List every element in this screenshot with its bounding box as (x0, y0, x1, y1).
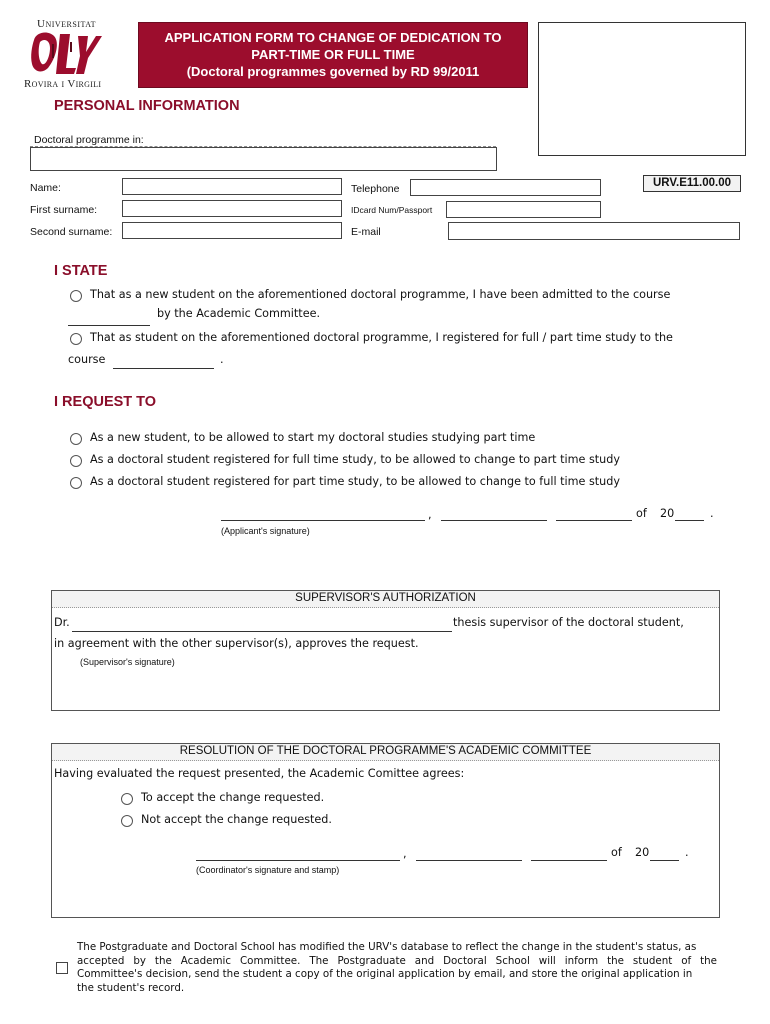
supervisor-thesis-text: thesis supervisor of the doctoral student, (453, 616, 684, 629)
form-title-line-1: APPLICATION FORM TO CHANGE OF DEDICATION TO (164, 30, 502, 45)
urv-logo-icon (26, 28, 104, 78)
second-surname-input[interactable] (122, 222, 342, 239)
coordinator-month-blank[interactable] (531, 860, 607, 861)
applicant-place-blank[interactable] (221, 520, 425, 521)
state-option-registered-text: That as student on the aforementioned doctoral programme, I registered for full / part time study to the (90, 331, 673, 344)
supervisor-authorization-heading: SUPERVISOR'S AUTHORIZATION (52, 591, 719, 608)
supervisor-name-blank[interactable] (72, 631, 452, 632)
coordinator-signature-caption: (Coordinator's signature and stamp) (196, 865, 340, 875)
telephone-label: Telephone (351, 183, 400, 195)
name-label: Name: (30, 182, 61, 194)
logo-university-name-top: Universitat (37, 18, 97, 30)
second-surname-label: Second surname: (30, 226, 113, 238)
request-option-3-text: As a doctoral student registered for part time study, to be allowed to change to full time study (90, 475, 620, 488)
applicant-month-blank[interactable] (556, 520, 632, 521)
telephone-input[interactable] (410, 179, 601, 196)
supervisor-agreement-text: in agreement with the other supervisor(s), approves the request. (54, 637, 419, 650)
idcard-input[interactable] (446, 201, 601, 218)
note-line-3: Committee's decision, send the student a copy of the original application by email, and store the original application in (77, 968, 693, 980)
request-option-1-radio[interactable] (70, 433, 82, 445)
coordinator-year-blank[interactable] (650, 860, 679, 861)
first-surname-input[interactable] (122, 200, 342, 217)
supervisor-signature-caption: (Supervisor's signature) (80, 657, 175, 667)
note-line-4: the student's record. (77, 981, 185, 994)
state-option-admitted-text: That as a new student on the aforementioned doctoral programme, I have been admitted to the course (90, 288, 671, 301)
applicant-date-comma: , (428, 508, 432, 521)
supervisor-authorization-panel (51, 590, 720, 711)
request-option-2-radio[interactable] (70, 455, 82, 467)
applicant-day-blank[interactable] (441, 520, 547, 521)
form-title-box (138, 22, 528, 88)
request-option-2-text: As a doctoral student registered for full time study, to be allowed to change to part time study (90, 453, 620, 466)
request-option-3-radio[interactable] (70, 477, 82, 489)
state-course-blank-1[interactable] (68, 325, 150, 326)
coordinator-day-blank[interactable] (416, 860, 522, 861)
applicant-signature-caption: (Applicant's signature) (221, 526, 310, 536)
logo-university-name-bottom: Rovira i Virgili (24, 78, 102, 90)
note-line-2: accepted by the Academic Committee. The Postgraduate and Doctoral School will inform the student of the (77, 954, 717, 967)
state-course-blank-2[interactable] (113, 368, 214, 369)
database-updated-checkbox[interactable] (56, 962, 68, 974)
state-option-admitted-radio[interactable] (70, 290, 82, 302)
i-state-heading: I STATE (54, 263, 108, 279)
email-input[interactable] (448, 222, 740, 240)
form-title-line-3: (Doctoral programmes governed by RD 99/2011 (186, 64, 480, 79)
resolution-accept-text: To accept the change requested. (141, 791, 325, 804)
doctoral-programme-input[interactable] (30, 147, 497, 171)
coordinator-place-blank[interactable] (196, 860, 400, 861)
name-input[interactable] (122, 178, 342, 195)
applicant-of-label: of (636, 507, 647, 520)
resolution-accept-radio[interactable] (121, 793, 133, 805)
state-option-registered-radio[interactable] (70, 333, 82, 345)
applicant-date-period: . (710, 507, 714, 520)
resolution-intro-text: Having evaluated the request presented, the Academic Comittee agrees: (54, 767, 465, 780)
resolution-heading: RESOLUTION OF THE DOCTORAL PROGRAMME'S ACADEMIC COMMITTEE (52, 744, 719, 761)
resolution-reject-radio[interactable] (121, 815, 133, 827)
postgraduate-school-note (77, 941, 717, 995)
email-label: E-mail (351, 226, 381, 238)
applicant-year-prefix: 20 (660, 507, 675, 520)
resolution-reject-text: Not accept the change requested. (141, 813, 332, 826)
coordinator-of-label: of (611, 846, 622, 859)
request-option-1-text: As a new student, to be allowed to start my doctoral studies studying part time (90, 431, 536, 444)
form-title-line-2: PART-TIME OR FULL TIME (251, 47, 415, 62)
applicant-year-blank[interactable] (675, 520, 704, 521)
idcard-label: IDcard Num/Passport (351, 205, 433, 215)
personal-information-heading: PERSONAL INFORMATION (54, 98, 240, 114)
registry-stamp-box (538, 22, 746, 156)
first-surname-label: First surname: (30, 204, 98, 216)
coordinator-year-prefix: 20 (635, 846, 650, 859)
state-option-admitted-text-2: by the Academic Committee. (157, 307, 321, 320)
state-period: . (220, 353, 224, 366)
state-option-registered-text-2: course (68, 353, 106, 366)
form-code: URV.E11.00.00 (643, 175, 741, 192)
coordinator-date-period: . (685, 846, 689, 859)
note-line-1: The Postgraduate and Doctoral School has modified the URV's database to reflect the change in the student's status, as (77, 941, 697, 953)
coordinator-date-comma: , (403, 847, 407, 860)
doctoral-programme-label: Doctoral programme in: (34, 134, 144, 146)
supervisor-dr-label: Dr. (54, 616, 70, 629)
i-request-heading: I REQUEST TO (54, 394, 157, 410)
